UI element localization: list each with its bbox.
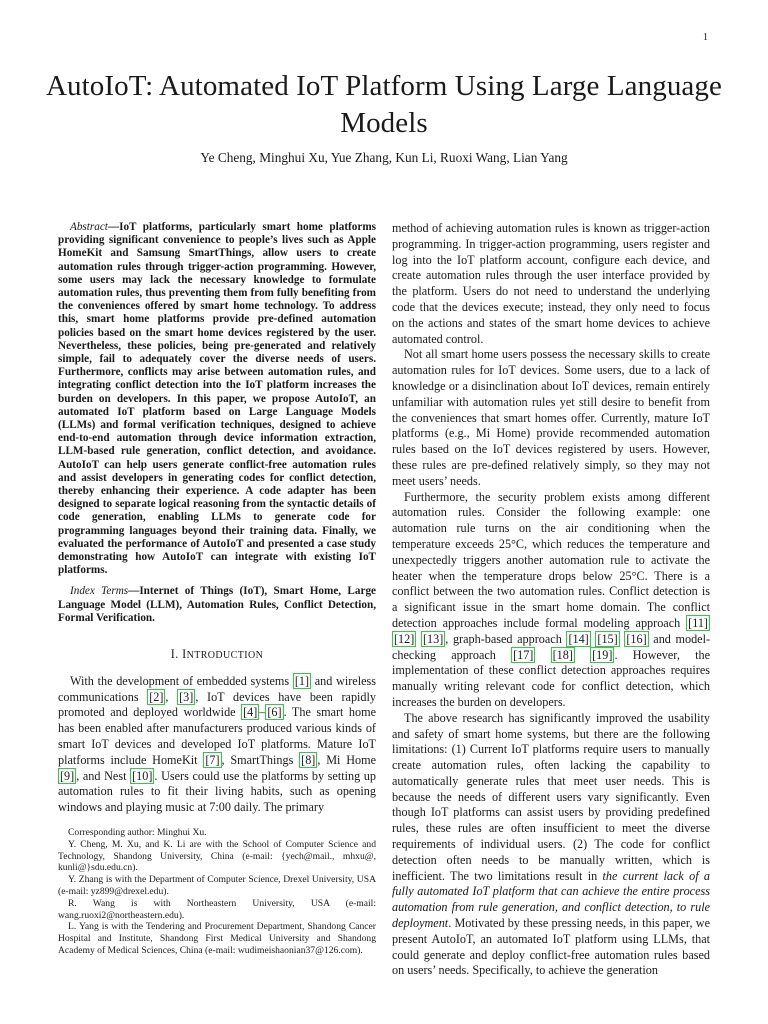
right-column xyxy=(392,221,710,979)
footnote: Y. Zhang is with the Department of Computer Science, Drexel University, USA (e-mail: yz899@drexel.edu). xyxy=(58,874,376,897)
intro-paragraph-1: With the development of embedded systems [1] and wireless communications [2] , [3] , IoT devices have been rapidly promoted and deployed worldwide [4] – [6] . The smart home has been enabled after manufacturers produced various kinds of smart IoT devices and developed IoT platforms. Mature IoT platforms include HomeKit [7] , SmartThings [8] , Mi Home [9] , and Nest [10] . Users could use the platforms by setting up automation rules to fit their living habits, such as opening windows and playing music at 7:00 daily. The primary xyxy=(58,673,376,815)
index-terms xyxy=(58,585,376,625)
abstract xyxy=(58,221,376,577)
citation-link[interactable]: [2] xyxy=(149,689,164,704)
citation-link[interactable]: [17] xyxy=(513,647,534,662)
emphasis-text: the current lack of a fully automated IoT platform that can achieve the entire process automation from rule generation, and conflict detection, to rule deployment xyxy=(392,868,710,931)
citation-link[interactable]: [19] xyxy=(592,647,613,662)
paragraph: Not all smart home users possess the necessary skills to create automation rules for IoT devices. Some users, due to a lack of knowledge or a disinclination about IoT devices, remain entirely unfamiliar with automation rules yet still desire to benefit from the conveniences that smart homes offer. Currently, mature IoT platforms (e.g., Mi Home) provide recommended automation rules based on the IoT devices registered by users. However, these rules are pre-defined relatively simply, so they may not meet users’ needs. xyxy=(392,347,710,488)
footnotes xyxy=(58,827,376,957)
author-list: Ye Cheng, Minghui Xu, Yue Zhang, Kun Li, Ruoxi Wang, Lian Yang xyxy=(200,150,568,165)
section-rest: NTRODUCTION xyxy=(186,650,264,662)
citation-link[interactable]: [13] xyxy=(422,631,444,646)
citation-link[interactable]: [12] xyxy=(394,631,415,646)
citation-link[interactable]: [9] xyxy=(60,768,75,783)
citation-link[interactable]: [7] xyxy=(205,752,220,767)
citation-link[interactable]: [14] xyxy=(568,631,589,646)
paper-title: AutoIoT: Automated IoT Platform Using Large Language Models xyxy=(46,70,722,139)
footnote: Y. Cheng, M. Xu, and K. Li are with the School of Computer Science and Technology, Shandong University, China (e-mail: {yech@mail., mhxu@, kunli@}sdu.edu.cn). xyxy=(58,838,376,874)
abstract-text: —IoT platforms, particularly smart home platforms providing significant convenience to people’s lives such as Apple HomeKit and Samsung SmartThings, allow users to create automation rules through trigger-action programming. However, some users may lack the necessary knowledge to formulate automation rules, thus preventing them from fully benefiting from the conveniences offered by smart home technology. To address this, smart home platforms provide pre-defined automation policies based on the smart home devices registered by the user. Nevertheless, these policies, being pre-generated and relatively simple, fail to adequately cover the diverse needs of users. Furthermore, conflicts may arise between automation rules, and integrating conflict detection into the IoT platform increases the burden on developers. In this paper, we propose AutoIoT, an automated IoT platform based on Large Language Models (LLMs) and formal verification techniques, designed to achieve end-to-end automation through device information extraction, LLM-based rule generation, conflict detection, and avoidance. AutoIoT can help users generate conflict-free automation rules and assist developers in generating codes for conflict detection, thereby enhancing their experience. A code adapter has been designed to separate logical reasoning from the syntactic details of code generation, enabling LLMs to generate code for programming languages beyond their training data. Finally, we evaluated the performance of AutoIoT and presented a case study demonstrating how AutoIoT can integrate with existing IoT platforms. xyxy=(58,221,376,577)
paragraph: The above research has significantly improved the usability and safety of smart home systems, but there are the following limitations: (1) Current IoT platforms require users to manually create automation rules, often lacking the capability to automatically generate rules that meet user needs. This is because the needs of different users vary significantly. Even though IoT platforms can assist users by providing predefined rules, these rules are often insufficient to meet the diverse requirements of individual users. (2) The code for conflict detection often needs to be manually written, which is inefficient. The two limitations result in the current lack of a fully automated IoT platform that can achieve the entire process automation from rule generation, and conflict detection, to rule deployment. Motivated by these pressing needs, in this paper, we present AutoIoT, an automated IoT platform using LLMs, that could generate and deploy conflict-free automation rules based on users’ needs. Specifically, to achieve the generation xyxy=(392,710,710,978)
abstract-label: Abstract xyxy=(70,221,108,233)
page-number: 1 xyxy=(703,32,708,43)
left-column xyxy=(58,221,376,816)
citation-link[interactable]: [4] xyxy=(243,705,258,720)
paragraph: Furthermore, the security problem exists among different automation rules. Consider the following example: one automation rule turns on the air conditioning when the temperature exceeds 25°C, which reduces the temperature and unexpectedly triggers another automation rule to activate the heater when the temperature drops below 25°C. There is a conflict between the two automation rules. Conflict detection is a significant issue in the smart home domain. The conflict detection approaches include formal modeling approach [11] [12] [13] , graph-based approach [14] [15] [16] and model-checking approach [17] [18] [19] . However, the implementation of these conflict detection approaches requires manually writing relevant code for conflict detection, which increases the burden on developers. xyxy=(392,489,711,709)
citation-link[interactable]: [11] xyxy=(688,615,708,630)
citation-link[interactable]: [6] xyxy=(267,705,282,720)
section-numeral: I. xyxy=(170,647,179,662)
section-heading-introduction xyxy=(58,647,376,664)
index-terms-label: Index Terms xyxy=(70,585,129,598)
citation-link[interactable]: [15] xyxy=(597,631,618,646)
index-terms-text: —Internet of Things (IoT), Smart Home, Large Language Model (LLM), Automation Rules, Conflict Detection, Formal Verification. xyxy=(58,585,377,624)
footnote: R. Wang is with Northeastern University, USA (e-mail: wang.ruoxi2@northeastern.edu). xyxy=(58,897,376,921)
section-cap: I xyxy=(182,647,187,662)
citation-link[interactable]: [10] xyxy=(132,768,153,783)
footnote: Corresponding author: Minghui Xu. xyxy=(68,827,207,838)
citation-link[interactable]: [18] xyxy=(552,647,573,662)
footnote: L. Yang is with the Tendering and Procurement Department, Shandong Cancer Hospital and Institute, Shandong First Medical University and Shandong Academy of Medical Sciences, China (e-mail: wudimeishaonian37@126.com). xyxy=(58,921,376,956)
citation-link[interactable]: [8] xyxy=(301,752,316,767)
citation-link[interactable]: [1] xyxy=(294,673,310,688)
paragraph: method of achieving automation rules is known as trigger-action programming. In trigger-action programming, users register and log into the IoT platform account, configure each device, and create automation rules through the user interface provided by the platform. Users do not need to understand the underlying code that the devices execute; instead, they only need to focus on the actions and states of the smart home devices to achieve automated control. xyxy=(392,221,710,346)
citation-link[interactable]: [16] xyxy=(626,631,647,646)
citation-link[interactable]: [3] xyxy=(179,689,194,704)
